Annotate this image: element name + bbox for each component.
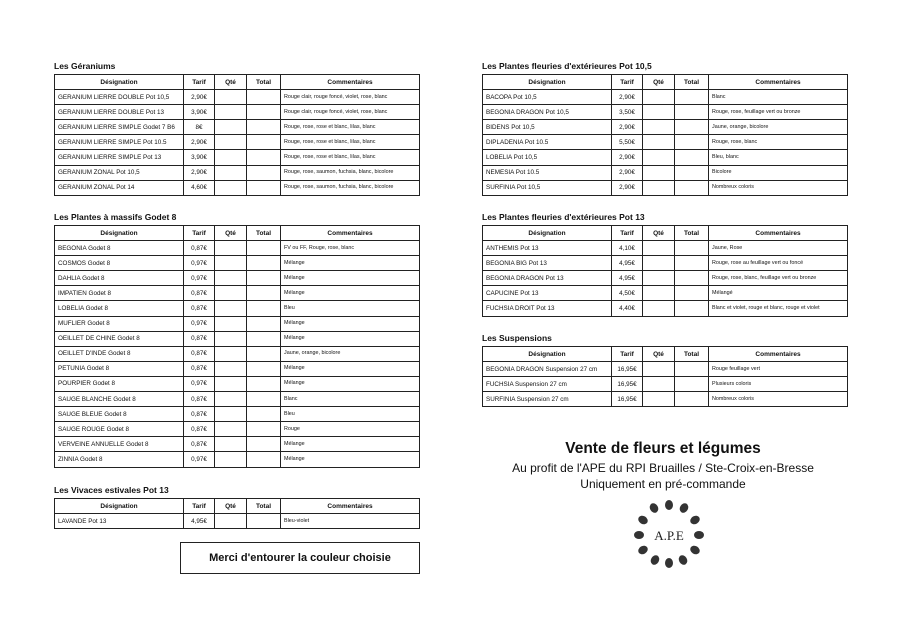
cell-designation: POURPIER Godet 8 [55,376,184,391]
cell-tarif: 0,87€ [184,241,215,256]
cell-qte[interactable] [215,150,247,165]
table-row [55,452,420,467]
order-table [54,74,420,196]
col-header-total: Total [675,347,709,362]
cell-commentaires: Rouge clair, rouge foncé, violet, rose, blanc [281,105,420,120]
cell-total[interactable] [675,241,709,256]
table-row [483,135,848,150]
cell-designation: GERANIUM LIERRE SIMPLE Pot 10.5 [55,135,184,150]
header-row [55,226,420,241]
cell-tarif: 0,87€ [184,407,215,422]
table-row [55,241,420,256]
cell-commentaires: Bleu [281,407,420,422]
table-row [483,286,848,301]
cell-designation: GERANIUM ZONAL Pot 14 [55,180,184,195]
cell-qte[interactable] [643,241,675,256]
cell-total[interactable] [675,271,709,286]
cell-designation: GERANIUM LIERRE SIMPLE Pot 13 [55,150,184,165]
col-header-total: Total [675,75,709,90]
cell-tarif: 0,87€ [184,437,215,452]
cell-qte[interactable] [215,286,247,301]
cell-designation: SAUGE BLANCHE Godet 8 [55,392,184,407]
cell-tarif: 2,90€ [612,150,643,165]
cell-commentaires: Plusieurs coloris [709,377,848,392]
cell-tarif: 0,97€ [184,316,215,331]
cell-tarif: 0,87€ [184,286,215,301]
col-header-tarif: Tarif [612,226,643,241]
table-row [483,392,848,407]
cell-tarif: 0,97€ [184,256,215,271]
col-header-tarif: Tarif [184,499,215,514]
cell-total[interactable] [675,135,709,150]
cell-designation: GERANIUM LIERRE SIMPLE Godet 7 B6 [55,120,184,135]
cell-qte[interactable] [643,362,675,377]
cell-tarif: 4,50€ [612,286,643,301]
cell-designation: DAHLIA Godet 8 [55,271,184,286]
order-table [54,225,420,468]
section-title: Les Géraniums [54,61,116,71]
table-row [55,180,420,195]
cell-designation: MUFLIER Godet 8 [55,316,184,331]
cell-qte[interactable] [215,376,247,391]
table-row [483,150,848,165]
cell-qte[interactable] [215,422,247,437]
cell-commentaires: Rouge, rose, rose et blanc, lilas, blanc [281,120,420,135]
section-plantes-massifs [54,211,420,468]
table-row [55,514,420,529]
cell-qte[interactable] [215,346,247,361]
col-header-commentaires: Commentaires [281,75,420,90]
cell-tarif: 4,95€ [612,256,643,271]
col-header-designation: Désignation [483,347,612,362]
table-row [55,301,420,316]
cell-tarif: 3,90€ [184,150,215,165]
hands-circle-icon [630,498,708,568]
table-row [55,105,420,120]
cell-designation: LOBELIA Pot 10,5 [483,150,612,165]
cell-tarif: 3,90€ [184,105,215,120]
cell-commentaires: Blanc [709,90,848,105]
cell-designation: CAPUCINE Pot 13 [483,286,612,301]
order-table [482,74,848,196]
cell-tarif: 8€ [184,120,215,135]
cell-total[interactable] [247,346,281,361]
cell-qte[interactable] [215,105,247,120]
cell-total[interactable] [675,301,709,316]
cell-designation: SAUGE BLEUE Godet 8 [55,407,184,422]
cell-commentaires: Mélange [281,316,420,331]
table-row [483,362,848,377]
col-header-designation: Désignation [483,226,612,241]
cell-designation: GERANIUM ZONAL Pot 10,5 [55,165,184,180]
cell-total[interactable] [675,286,709,301]
cell-qte[interactable] [643,105,675,120]
cell-commentaires: Bleu, blanc [709,150,848,165]
cell-total[interactable] [247,376,281,391]
table-row [55,271,420,286]
cell-qte[interactable] [215,514,247,529]
cell-designation: BEGONIA Godet 8 [55,241,184,256]
col-header-designation: Désignation [483,75,612,90]
cell-commentaires: Blanc [281,392,420,407]
table-row [483,256,848,271]
cell-commentaires: Mélange [281,452,420,467]
section-vivaces [54,484,420,529]
cell-designation: BEGONIA DRAGON Pot 13 [483,271,612,286]
cell-commentaires: Rouge clair, rouge foncé, violet, rose, blanc [281,90,420,105]
cell-tarif: 2,90€ [184,90,215,105]
cell-designation: FUCHSIA DROIT Pot 13 [483,301,612,316]
cell-qte[interactable] [643,165,675,180]
cell-qte[interactable] [643,150,675,165]
table-row [55,150,420,165]
cell-commentaires: Mélange [281,361,420,376]
order-table [54,498,420,529]
cell-commentaires: Mélange [281,376,420,391]
cell-tarif: 16,95€ [612,362,643,377]
table-row [55,361,420,376]
cell-qte[interactable] [215,437,247,452]
cell-designation: GERANIUM LIERRE DOUBLE Pot 10,5 [55,90,184,105]
cell-total[interactable] [675,105,709,120]
cell-designation: BEGONIA DRAGON Suspension 27 cm [483,362,612,377]
table-row [483,90,848,105]
cell-total[interactable] [247,105,281,120]
logo-text: A.P.E [654,528,684,543]
col-header-designation: Désignation [55,499,184,514]
cell-designation: BACOPA Pot 10,5 [483,90,612,105]
col-header-total: Total [675,226,709,241]
section-title: Les Plantes à massifs Godet 8 [54,212,177,222]
cell-commentaires: Mélange [281,437,420,452]
cell-total[interactable] [675,377,709,392]
cell-tarif: 16,95€ [612,377,643,392]
cell-total[interactable] [247,165,281,180]
cell-commentaires: Jaune, orange, bicolore [281,346,420,361]
cell-total[interactable] [247,271,281,286]
table-row [55,392,420,407]
cell-tarif: 4,95€ [612,271,643,286]
cell-designation: BIDENS Pot 10,5 [483,120,612,135]
cell-designation: LOBELIA Godet 8 [55,301,184,316]
cell-tarif: 0,87€ [184,331,215,346]
col-header-qte: Qté [643,347,675,362]
table-row [483,241,848,256]
cell-designation: DIPLADENIA Pot 10.5 [483,135,612,150]
cell-commentaires: Rouge, rose au feuillage vert ou foncé [709,256,848,271]
table-row [55,422,420,437]
cell-tarif: 2,90€ [612,165,643,180]
cell-qte[interactable] [643,180,675,195]
cell-tarif: 0,97€ [184,376,215,391]
cell-tarif: 2,90€ [612,120,643,135]
table-row [483,165,848,180]
header-row [55,75,420,90]
cell-qte[interactable] [643,286,675,301]
cell-total[interactable] [675,362,709,377]
col-header-total: Total [247,499,281,514]
cell-commentaires: Rouge, rose, feuillage vert ou bronze [709,105,848,120]
header-row [483,226,848,241]
table-row [55,407,420,422]
table-row [55,316,420,331]
cell-commentaires: Rouge, rose, rose et blanc, lilas, blanc [281,135,420,150]
col-header-qte: Qté [215,75,247,90]
cell-commentaires: Mélange [281,331,420,346]
header-row [483,75,848,90]
cell-tarif: 4,60€ [184,180,215,195]
cell-total[interactable] [247,422,281,437]
cell-tarif: 5,50€ [612,135,643,150]
cell-qte[interactable] [643,120,675,135]
cell-designation: SURFINIA Pot 10,5 [483,180,612,195]
cell-designation: COSMOS Godet 8 [55,256,184,271]
col-header-tarif: Tarif [612,75,643,90]
cell-designation: OEILLET DE CHINE Godet 8 [55,331,184,346]
cell-tarif: 0,87€ [184,346,215,361]
cell-qte[interactable] [215,165,247,180]
table-row [483,120,848,135]
cell-tarif: 16,95€ [612,392,643,407]
cell-total[interactable] [247,90,281,105]
cell-tarif: 0,87€ [184,392,215,407]
cell-total[interactable] [247,301,281,316]
cell-qte[interactable] [215,90,247,105]
table-row [55,346,420,361]
cell-tarif: 2,90€ [184,165,215,180]
cell-designation: PETUNIA Godet 8 [55,361,184,376]
cell-qte[interactable] [215,135,247,150]
header-row [55,499,420,514]
col-header-total: Total [247,226,281,241]
col-header-commentaires: Commentaires [709,75,848,90]
cell-designation: IMPATIEN Godet 8 [55,286,184,301]
col-header-tarif: Tarif [612,347,643,362]
cell-qte[interactable] [643,301,675,316]
cell-qte[interactable] [215,271,247,286]
cell-total[interactable] [247,331,281,346]
section-title: Les Plantes fleuries d'extérieures Pot 13 [482,212,645,222]
cell-designation: NEMESIA Pot 10.5 [483,165,612,180]
cell-designation: BEGONIA DRAGON Pot 10,5 [483,105,612,120]
cell-tarif: 2,90€ [612,180,643,195]
cell-commentaires: Mélange [281,256,420,271]
section-geraniums [54,60,420,196]
thanks-box: Merci d'entourer la couleur choisie [180,542,420,574]
col-header-qte: Qté [643,75,675,90]
cell-tarif: 4,40€ [612,301,643,316]
cell-total[interactable] [247,392,281,407]
cell-commentaires: Bleu [281,301,420,316]
cell-qte[interactable] [643,271,675,286]
cell-qte[interactable] [643,377,675,392]
cell-designation: SURFINIA Suspension 27 cm [483,392,612,407]
cell-commentaires: Blanc et violet, rouge et blanc, rouge et violet [709,301,848,316]
cell-commentaires: Rouge, rose, saumon, fuchsia, blanc, bicolore [281,165,420,180]
col-header-commentaires: Commentaires [709,226,848,241]
col-header-commentaires: Commentaires [281,226,420,241]
cell-qte[interactable] [643,392,675,407]
cell-designation: ZINNIA Godet 8 [55,452,184,467]
cell-designation: GERANIUM LIERRE DOUBLE Pot 13 [55,105,184,120]
cell-tarif: 2,90€ [612,90,643,105]
header-row [483,347,848,362]
section-title: Les Suspensions [482,333,552,343]
section-exterieures-13 [482,211,848,317]
table-row [483,105,848,120]
table-row [483,377,848,392]
cell-tarif: 4,10€ [612,241,643,256]
cell-tarif: 4,95€ [184,514,215,529]
cell-total[interactable] [247,316,281,331]
cell-commentaires: Nombreux coloris [709,180,848,195]
cell-qte[interactable] [215,241,247,256]
cell-total[interactable] [247,514,281,529]
col-header-tarif: Tarif [184,75,215,90]
cell-commentaires: Bleu-violet [281,514,420,529]
order-table [482,225,848,317]
cell-designation: SAUGE ROUGE Godet 8 [55,422,184,437]
cell-commentaires: Mélange [281,271,420,286]
cell-qte[interactable] [215,392,247,407]
col-header-qte: Qté [215,226,247,241]
cell-total[interactable] [247,361,281,376]
table-row [55,165,420,180]
cell-commentaires: Jaune, orange, bicolore [709,120,848,135]
cell-total[interactable] [675,90,709,105]
cell-total[interactable] [247,180,281,195]
cell-qte[interactable] [215,120,247,135]
table-row [55,135,420,150]
cell-total[interactable] [675,120,709,135]
promo-title: Vente de fleurs et légumes [565,440,761,457]
col-header-qte: Qté [643,226,675,241]
cell-commentaires: Rouge [281,422,420,437]
col-header-commentaires: Commentaires [709,347,848,362]
cell-qte[interactable] [215,452,247,467]
order-table [482,346,848,407]
cell-designation: ANTHEMIS Pot 13 [483,241,612,256]
cell-total[interactable] [247,437,281,452]
table-row [55,90,420,105]
cell-total[interactable] [247,286,281,301]
cell-total[interactable] [247,135,281,150]
cell-qte[interactable] [215,301,247,316]
cell-qte[interactable] [215,361,247,376]
cell-total[interactable] [247,407,281,422]
ape-logo [630,498,708,568]
col-header-total: Total [247,75,281,90]
cell-commentaires: FV ou FF, Rouge, rose, blanc [281,241,420,256]
cell-total[interactable] [675,150,709,165]
table-row [483,180,848,195]
cell-total[interactable] [247,150,281,165]
cell-designation: FUCHSIA Suspension 27 cm [483,377,612,392]
cell-commentaires: Rouge, rose, rose et blanc, lilas, blanc [281,150,420,165]
table-row [55,256,420,271]
cell-designation: LAVANDE Pot 13 [55,514,184,529]
cell-commentaires: Nombreux coloris [709,392,848,407]
table-row [55,286,420,301]
table-row [55,437,420,452]
cell-commentaires: Rouge, rose, saumon, fuchsia, blanc, bicolore [281,180,420,195]
cell-designation: VERVEINE ANNUELLE Godet 8 [55,437,184,452]
cell-tarif: 0,87€ [184,301,215,316]
cell-commentaires: Rouge, rose, blanc [709,135,848,150]
cell-qte[interactable] [215,256,247,271]
col-header-qte: Qté [215,499,247,514]
cell-qte[interactable] [643,90,675,105]
cell-designation: BEGONIA BIG Pot 13 [483,256,612,271]
cell-tarif: 0,97€ [184,452,215,467]
table-row [55,331,420,346]
section-suspensions [482,332,848,407]
table-row [55,376,420,391]
cell-qte[interactable] [215,407,247,422]
table-row [483,301,848,316]
section-title: Les Plantes fleuries d'extérieures Pot 10,5 [482,61,652,71]
cell-tarif: 2,90€ [184,135,215,150]
col-header-designation: Désignation [55,226,184,241]
table-row [55,120,420,135]
cell-total[interactable] [675,256,709,271]
cell-total[interactable] [675,180,709,195]
cell-qte[interactable] [643,135,675,150]
cell-qte[interactable] [215,180,247,195]
cell-commentaires: Mélangé [709,286,848,301]
cell-total[interactable] [247,241,281,256]
cell-commentaires: Rouge feuillage vert [709,362,848,377]
col-header-tarif: Tarif [184,226,215,241]
cell-commentaires: Mélange [281,286,420,301]
cell-total[interactable] [247,256,281,271]
section-exterieures-10-5 [482,60,848,196]
cell-designation: OEILLET D'INDE Godet 8 [55,346,184,361]
cell-total[interactable] [247,120,281,135]
col-header-designation: Désignation [55,75,184,90]
cell-total[interactable] [675,392,709,407]
cell-qte[interactable] [643,256,675,271]
cell-commentaires: Bicolore [709,165,848,180]
cell-tarif: 3,50€ [612,105,643,120]
cell-qte[interactable] [215,331,247,346]
cell-tarif: 0,87€ [184,422,215,437]
cell-total[interactable] [675,165,709,180]
promo-line-1: Au profit de l'APE du RPI Bruailles / Ste-Croix-en-Bresse [512,461,814,475]
cell-tarif: 0,97€ [184,271,215,286]
table-row [483,271,848,286]
section-title: Les Vivaces estivales Pot 13 [54,485,169,495]
cell-total[interactable] [247,452,281,467]
col-header-commentaires: Commentaires [281,499,420,514]
cell-tarif: 0,87€ [184,361,215,376]
promo-line-2: Uniquement en pré-commande [580,477,746,491]
cell-qte[interactable] [215,316,247,331]
cell-commentaires: Rouge, rose, blanc, feuillage vert ou bronze [709,271,848,286]
cell-commentaires: Jaune, Rose [709,241,848,256]
